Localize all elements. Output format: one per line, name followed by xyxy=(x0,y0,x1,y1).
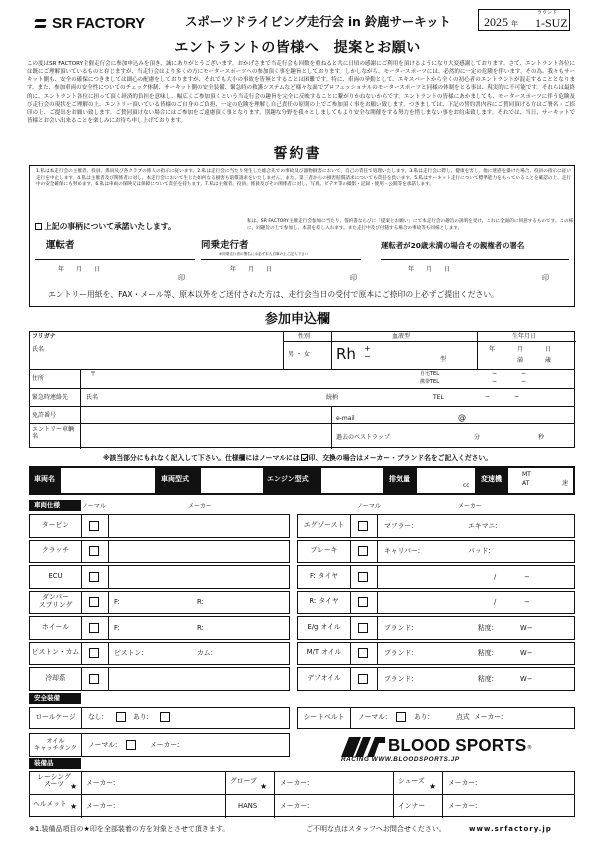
oil-w-label: W− xyxy=(520,674,533,683)
spec-rear-label: R: xyxy=(197,598,204,607)
glove-label: グローブ xyxy=(230,777,257,785)
oiltank-row xyxy=(29,733,290,757)
guardian-date-day: 日 xyxy=(444,266,451,273)
year: 2025 xyxy=(484,15,508,29)
spec-maker-col: メーカー xyxy=(188,503,212,510)
spec-row xyxy=(29,514,290,538)
fax-note: エントリー用紙を、FAX・メール等、原本以外をご送付された方は、走行会当日の受付で原本にご捺印の上必ずご提出ください。 xyxy=(48,290,499,299)
form-title: 参加申込欄 xyxy=(264,312,330,327)
emergency-name-label: 氏名 xyxy=(86,394,99,401)
safety-header: 安全装備 xyxy=(29,693,81,704)
spec-front-label: F: xyxy=(114,598,120,607)
spec-row-label: エグゾースト xyxy=(298,515,351,537)
birth-year: 年 xyxy=(489,346,496,353)
accept-checkbox[interactable] xyxy=(35,223,42,230)
mobile-tel-dashes: − − xyxy=(492,378,527,385)
spec-row xyxy=(29,667,290,691)
at-option[interactable]: AT xyxy=(522,480,530,487)
oiltank-maker-label: メーカー: xyxy=(150,741,180,749)
birthdate-label: 生年月日 xyxy=(512,333,537,340)
spec-row-label: R: タイヤ xyxy=(298,592,351,614)
spec-row-label: ホイール xyxy=(30,617,82,639)
rh-label: Rh xyxy=(336,345,356,363)
table-instruction: ※該当部分にもれなく記入して下さい。仕様欄にはノーマルには 印、交換の場合はメーカー・ブランド名をご記入ください。 xyxy=(102,454,493,462)
helmet-maker-label: メーカー: xyxy=(86,802,116,810)
driver-label: 運転者 xyxy=(46,240,75,251)
copilot-label: 同乗走行者 xyxy=(201,240,249,251)
oil-brand-label: ブランド: xyxy=(384,623,414,632)
spec-row-label: M/T オイル xyxy=(298,643,351,665)
spec-normal-checkbox[interactable] xyxy=(89,521,99,531)
transmission-input[interactable] xyxy=(508,468,573,493)
spec-normal-checkbox[interactable] xyxy=(89,546,99,556)
spec-normal-checkbox[interactable] xyxy=(358,623,368,633)
spec-row-label: E/g オイル xyxy=(298,617,351,639)
footer-contact: ご不明な点はスタッフへお問合せください。 xyxy=(306,825,446,833)
rollcage-yes-checkbox[interactable] xyxy=(160,712,170,722)
spec-normal-checkbox[interactable] xyxy=(89,597,99,607)
spec-row xyxy=(297,565,575,589)
spec-normal-col-right: ノーマル xyxy=(357,503,381,510)
sr-factory-mark-icon xyxy=(34,17,48,31)
home-tel-dashes: − − xyxy=(492,370,527,377)
name-label: 氏名 xyxy=(32,346,45,353)
tire-size-dash: − xyxy=(524,572,530,581)
car-model-label: 車両型式 xyxy=(161,475,189,483)
seatbelt-maker-label: メーカー: xyxy=(474,713,504,721)
car-info-bar xyxy=(29,466,575,495)
blood-sports-url: RACING WWW.BLOODSPORTS.JP xyxy=(341,756,460,763)
home-tel-label: 自宅TEL xyxy=(420,371,439,377)
seatbelt-row xyxy=(297,707,575,729)
license-label: 免許番号 xyxy=(32,412,57,419)
oil-viscosity-label: 粘度: xyxy=(478,674,494,683)
driver-signature-line[interactable] xyxy=(35,259,195,260)
guardian-seal: 印 xyxy=(542,274,549,282)
tire-size-slash: / xyxy=(494,572,497,581)
blood-sports-emblem-icon xyxy=(341,737,385,757)
helmet-star-icon: ★ xyxy=(70,802,78,811)
check-mark-icon xyxy=(301,454,308,461)
car-name-input[interactable] xyxy=(61,468,155,493)
spec-front-label: F: xyxy=(114,623,120,632)
suit-label: レーシング スーツ xyxy=(37,773,71,789)
oil-viscosity-label: 粘度: xyxy=(478,649,494,658)
guardian-date-month: 月 xyxy=(426,266,433,273)
tire-size-dash: − xyxy=(524,598,530,607)
gender-label: 性別 xyxy=(298,333,311,340)
spec-normal-checkbox[interactable] xyxy=(358,674,368,684)
accept-label: 上記の事柄について承諾いたします。 xyxy=(44,222,176,231)
oiltank-normal-label: ノーマル: xyxy=(88,741,118,749)
spec-row xyxy=(297,616,575,640)
hans-label: HANS xyxy=(238,802,258,810)
copilot-date-year: 年 xyxy=(230,266,237,273)
glove-maker-label: メーカー: xyxy=(280,779,310,787)
spec-row xyxy=(29,591,290,615)
registered-mark: ® xyxy=(527,745,532,751)
name-input[interactable] xyxy=(82,344,280,368)
rh-plus[interactable]: + xyxy=(364,344,371,353)
spec-normal-checkbox[interactable] xyxy=(358,572,368,582)
guardian-label: 運転者が20歳未満の場合その親権者の署名 xyxy=(381,241,525,250)
seatbelt-yes-label: あり: xyxy=(414,713,430,721)
spec-row xyxy=(297,591,575,615)
spec-row xyxy=(297,514,575,538)
spec-row xyxy=(297,642,575,666)
address-label: 住所 xyxy=(32,375,45,382)
oiltank-label: オイル キャッチタンク xyxy=(30,734,82,756)
spec-row xyxy=(297,667,575,691)
guardian-date-year: 年 xyxy=(408,266,415,273)
best-lap-minute: 分 xyxy=(474,434,481,441)
blood-sports-name: BLOOD SPORTS xyxy=(388,735,527,756)
equipment-header: 装備品 xyxy=(29,758,81,769)
oil-brand-label: ブランド: xyxy=(384,649,414,658)
driver-seal: 印 xyxy=(178,274,185,282)
oil-brand-label: ブランド: xyxy=(384,674,414,683)
furigana-input[interactable] xyxy=(82,333,280,342)
spec-row-label: ブレーキ xyxy=(298,541,351,563)
application-form xyxy=(29,331,575,448)
guardian-signature-line[interactable] xyxy=(381,259,569,260)
inner-maker-label: メーカー: xyxy=(448,802,478,810)
emergency-label: 緊急時連絡先 xyxy=(32,394,69,401)
spec-row xyxy=(29,642,290,666)
rollcage-none-label: なし: xyxy=(88,713,104,721)
year-unit: 年 xyxy=(511,20,518,28)
spec-sub-label-a: キャリパー: xyxy=(384,547,421,556)
spec-sub-label-a: マフラー: xyxy=(384,521,414,530)
car-model-input[interactable] xyxy=(201,468,263,493)
spec-normal-checkbox[interactable] xyxy=(89,674,99,684)
copilot-signature-line[interactable] xyxy=(201,259,361,260)
oil-w-label: W− xyxy=(520,649,533,658)
oil-w-label: W− xyxy=(520,623,533,632)
spec-normal-checkbox[interactable] xyxy=(358,521,368,531)
speed-unit: 速 xyxy=(562,480,569,487)
oath-title: 誓約書 xyxy=(273,146,322,162)
transmission-label: 変速機 xyxy=(481,475,502,483)
footer-note: ※1.装備品項目の★印を全部装着の方を対象とさせて頂きます。 xyxy=(29,825,230,833)
sr-factory-logo xyxy=(34,14,145,34)
spec-header: 車両仕様 xyxy=(29,500,81,511)
license-input[interactable] xyxy=(82,408,328,422)
spec-front-label: ピストン: xyxy=(114,649,144,658)
seatbelt-point-label: 点式 xyxy=(456,713,470,721)
email-label: e-mail xyxy=(336,415,355,422)
shoes-star-icon: ★ xyxy=(429,782,437,791)
request-title: エントラントの皆様へ 提案とお願い xyxy=(174,40,421,56)
spec-row xyxy=(29,540,290,564)
relation-label: 続柄 xyxy=(326,394,339,401)
age-label: 歳 xyxy=(545,357,552,364)
displacement-input[interactable] xyxy=(417,468,475,493)
spec-sub-label-b: エキマニ: xyxy=(468,521,498,530)
tire-size-slash: / xyxy=(494,598,497,607)
spec-row-label: デフオイル xyxy=(298,668,351,690)
email-at: @ xyxy=(458,413,466,422)
accept-statement xyxy=(35,222,176,231)
spec-rear-label: R: xyxy=(197,623,204,632)
spec-row-label: クラッチ xyxy=(30,541,82,563)
birth-day: 日 xyxy=(545,346,552,353)
request-body: この度はSR FACTORY主催走行会に参加申込みを頂き、誠にありがとうございます。おかげさまで当走行会も回数を重ねると共に日頃の感謝にご利用を頂けるようになり大変感謝しております。さて、エントラント各位には既にご理解頂いているものと存じますが、当走行会はより多くの方にモータースポーツへの参加頂く事を趣旨としております。しかしながら、モータースポーツには、必然的に一定の危険を伴います。その為、我々もサーキット側も、安全の確保につきましては細心の配慮をしておりますが、それでも大小の事故を皆無とすることは困難です。特に、車両の挙動として、エキスパートから全くの初心者のエントラントが混走することとなります。また、参加車両の安全性についてのチェック体制、サーキット側の安全装備、緊急時の救護システムなど様々な面でプロフェッショナルのモータースポーツと同様の体制をとる事は、現実的に不可能です。それらは最終的に、エントラント各位に担って頂く経済的負担を意味し、幅広くご参加頂くという当走行会の趣旨を完全に反映することに繋がりかねないからです。エントラントの皆様にあかましても、モータースポーツに伴う危険及び走行会の現状をご理解の上、エントリー頂いている皆様のご自身のご負担、一定の危険を理解し自己責任の原則の上でご参加頂く事をお願い致します。つきましては、下記の誓約書内容にご賛同頂ける方はご署名・ご捺印の上、ご提出をお願い致します。ご賛同頂けない場合にはご参加をご遠慮頂く事となります。別趣な分野を我々としましてもより安全な開催をする努力を惜しまない事をお約束致します。それでは、当日、サーキットで皆様とお会い出来ることを楽しみにお待ち申し上げております。 xyxy=(27,61,575,124)
seatbelt-label: シートベルト xyxy=(298,708,351,728)
oiltank-normal-checkbox[interactable] xyxy=(126,740,136,750)
rollcage-row xyxy=(29,707,290,729)
copilot-date-day: 日 xyxy=(266,266,273,273)
spec-normal-checkbox[interactable] xyxy=(358,648,368,658)
suit-maker-label: メーカー: xyxy=(86,779,116,787)
displacement-label: 排気量 xyxy=(389,475,410,483)
spec-row xyxy=(29,565,290,589)
gender-options[interactable]: 男 ・ 女 xyxy=(288,351,310,358)
rollcage-none-checkbox[interactable] xyxy=(116,712,126,722)
blood-sports-logo xyxy=(341,736,531,768)
spec-row-label: ECU xyxy=(30,566,82,588)
spec-normal-checkbox[interactable] xyxy=(358,597,368,607)
oath-text: 1.私は本走行会の主催者、役員、係員及び各クラブの係人の指示に従います。2.私は走行会に当たり発生した総合先での事故及び器物損害において、自己の責任で処理いたします。3.私は走行会に際し、健康を害し、他に迷惑を掛けた場合、役員の指示に従い走行を中止します。4.私は主催者及び関係者に対し、本走行会において生じた如何なる損害も賠償請求をいたしません。また、第三者からの損害賠償請求についても責任を負います。5.私はサーキット走行について標準能力をもっていることを確認の上、走行中の安全確保にも努めます。6.私は車両の保険又は保障について責任を持ちます。7.私は主催者、役員、係員及びその関係者に対し、写真、ビデオ等の撮影・記録・使用・公開等を承諾します。 xyxy=(36,169,571,188)
round-label: ラウンド xyxy=(537,11,558,16)
engine-model-label: エンジン型式 xyxy=(267,475,309,483)
oil-viscosity-label: 粘度: xyxy=(478,623,494,632)
spec-row-label: 冷却系 xyxy=(30,668,82,690)
emergency-tel-label: TEL xyxy=(433,394,444,401)
birth-month: 月 xyxy=(517,346,524,353)
copilot-note: ※同乗走行者の署名には必ず本人自筆の上ご記入下さい xyxy=(219,252,309,256)
footer-url: www.srfactory.jp xyxy=(469,825,552,833)
driver-date-month: 月 xyxy=(76,266,83,273)
spec-normal-checkbox[interactable] xyxy=(89,572,99,582)
blood-label: 血液型 xyxy=(392,333,411,340)
spec-sub-label-b: パッド: xyxy=(468,547,491,556)
round-value: 1-SUZ xyxy=(535,16,568,30)
round-box xyxy=(478,9,570,31)
spec-normal-col: ノーマル xyxy=(82,503,106,510)
glove-star-icon: ★ xyxy=(260,782,268,791)
entry-car-label: エントリー車輌名 xyxy=(32,426,75,440)
rollcage-yes-label: あり: xyxy=(133,713,149,721)
cc-unit: cc xyxy=(463,482,470,489)
best-lap-second: 秒 xyxy=(538,434,545,441)
driver-date-year: 年 xyxy=(58,266,65,273)
emergency-tel-dashes: − − xyxy=(485,393,520,400)
spec-rear-label: カム: xyxy=(197,649,213,658)
spec-row-label: ダンパー スプリング xyxy=(30,592,82,614)
helmet-label: ヘルメット xyxy=(33,800,67,808)
blood-type-suffix: 型 xyxy=(440,356,447,363)
mt-option[interactable]: MT xyxy=(522,471,531,478)
spec-row-label: ピストン・カム xyxy=(30,643,82,665)
event-title: スポーツドライビング走行会 in 鈴鹿サーキット xyxy=(185,14,451,29)
seatbelt-normal-label: ノーマル: xyxy=(358,713,388,721)
spec-maker-col-right: メーカー xyxy=(458,503,482,510)
postal-mark: 〒 xyxy=(90,371,97,378)
suit-star-icon: ★ xyxy=(70,782,78,791)
shoes-label: シューズ xyxy=(398,777,425,785)
copilot-date-month: 月 xyxy=(248,266,255,273)
spec-row-label: F: タイヤ xyxy=(298,566,351,588)
age-full-label: 満 xyxy=(517,357,524,364)
oath-right-text: 私は、SR FACTORY主催走行会参加に当たり、誓約書ならびに「提案とお願い」にて本走行会の趣旨の説明を受け、これに全面的に同意するものです。この様に、同趣旨の上で参加し、本書を差し入れます。また走行中及び付随する場合の事故等も同様とします。 xyxy=(247,219,574,231)
engine-model-input[interactable] xyxy=(321,468,383,493)
rollcage-label: ロールケージ xyxy=(30,708,82,728)
car-name-label: 車両名 xyxy=(34,475,55,483)
spec-normal-checkbox[interactable] xyxy=(358,546,368,556)
rh-minus[interactable]: − xyxy=(364,352,371,361)
mobile-tel-label: 携帯TEL xyxy=(420,379,439,385)
address-input[interactable] xyxy=(100,371,410,387)
seatbelt-normal-checkbox[interactable] xyxy=(396,712,406,722)
brand-name: SR FACTORY xyxy=(52,15,145,32)
spec-row xyxy=(297,540,575,564)
spec-normal-checkbox[interactable] xyxy=(89,648,99,658)
oath-box xyxy=(29,165,575,307)
spec-row-label: ターピン xyxy=(30,515,82,537)
equipment-table xyxy=(29,771,575,817)
inner-label: インナー xyxy=(398,802,426,810)
spec-normal-checkbox[interactable] xyxy=(89,623,99,633)
furigana-label: フリガナ xyxy=(32,333,56,340)
driver-date-day: 日 xyxy=(94,266,101,273)
spec-row xyxy=(29,616,290,640)
hans-maker-label: メーカー: xyxy=(280,802,310,810)
best-lap-label: 過去のベストラップ xyxy=(336,434,390,441)
shoes-maker-label: メーカー: xyxy=(448,779,478,787)
copilot-seal: 印 xyxy=(350,274,357,282)
